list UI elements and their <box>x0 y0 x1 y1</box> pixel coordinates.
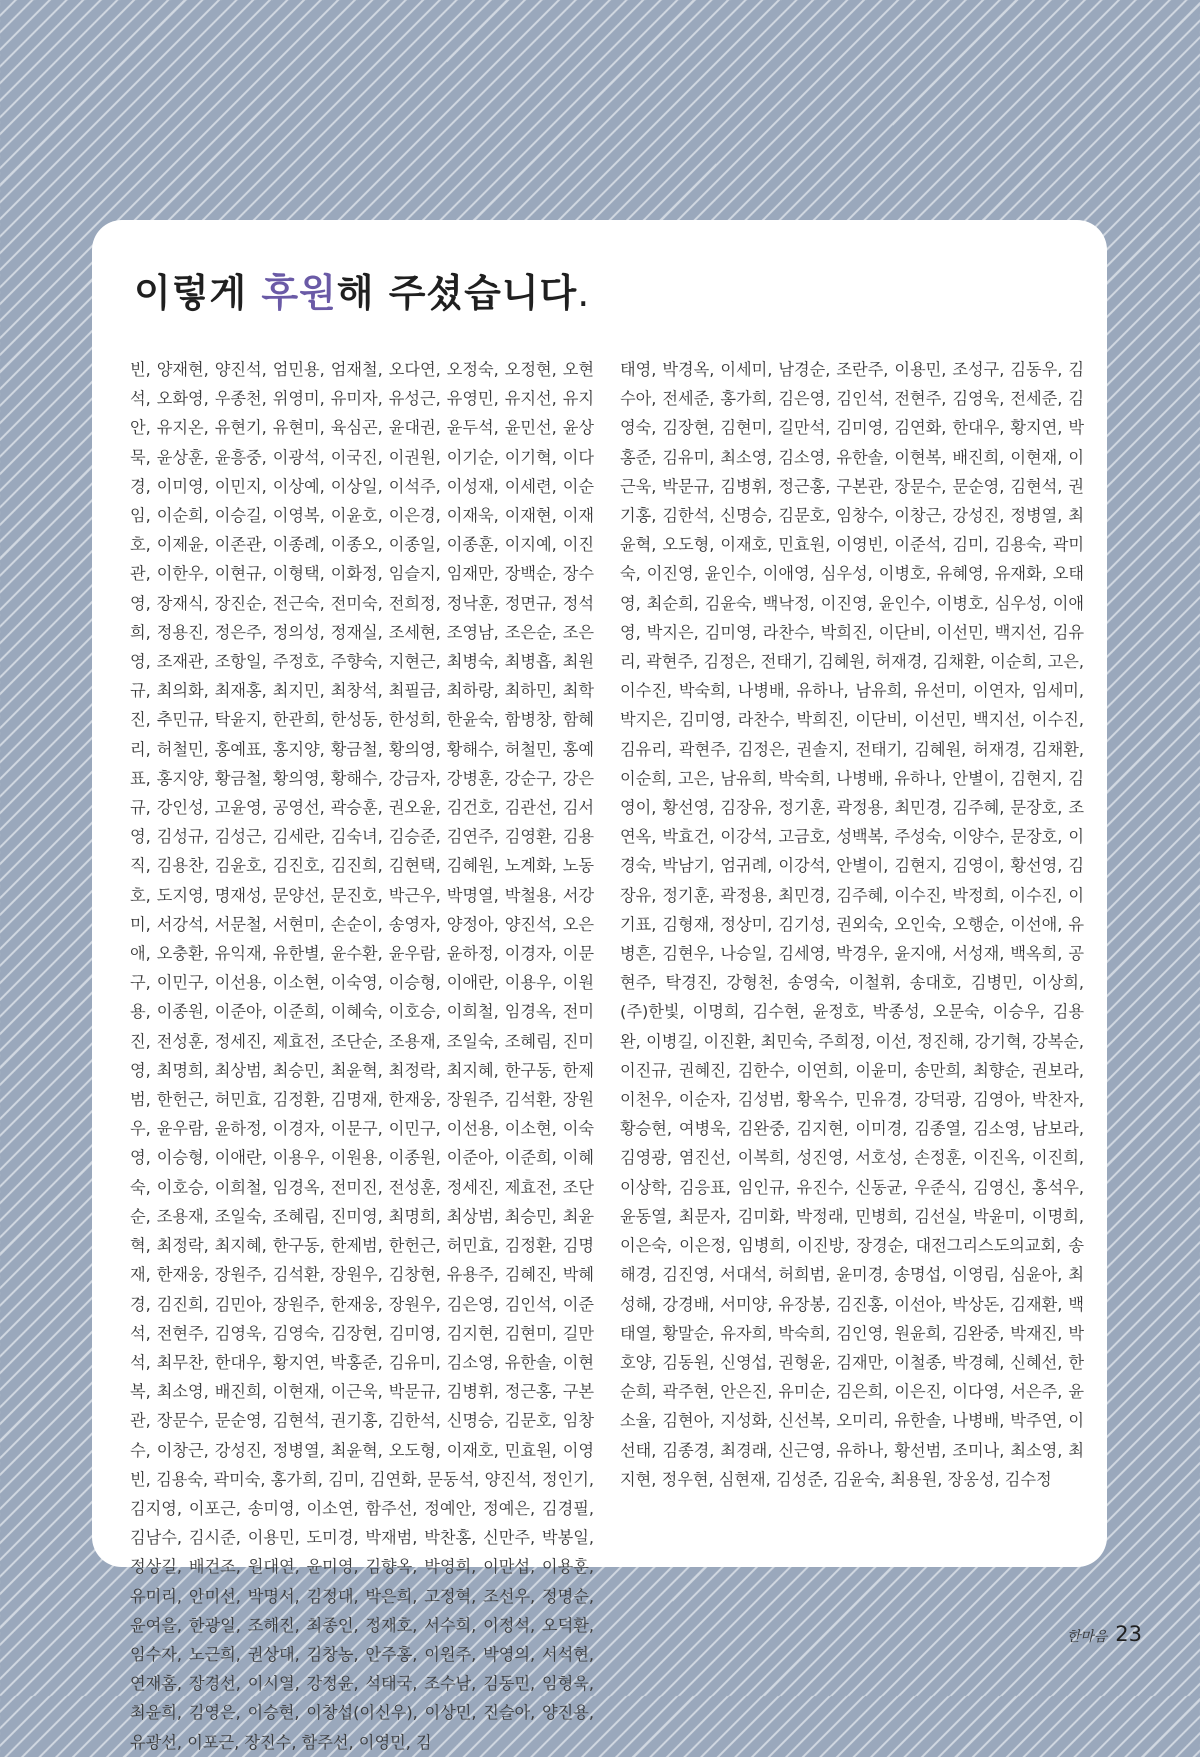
title-period: . <box>577 271 591 315</box>
title-accent-word: 후원 <box>261 271 337 315</box>
donor-list-left-column: 빈, 양재현, 양진석, 엄민용, 엄재철, 오다연, 오정숙, 오정현, 오현석, 오화영, 우종천, 위영미, 유미자, 유성근, 유영민, 유지선, 유지안, 유지온, 유현기, 유현미, 육심곤, 윤대권, 윤두석, 윤민선, 윤상묵, 윤상훈, 윤흥중, 이광석, 이국진, 이권원, 이기순, 이기혁, 이다경, 이미영, 이민지, 이상예, 이상일, 이석주, 이성재, 이세련, 이순임, 이순희, 이승길, 이영복, 이윤호, 이은경, 이재욱, 이재현, 이재호, 이제윤, 이존관, 이종례, 이종오, 이종일, 이종훈, 이지예, 이진관, 이한우, 이현규, 이형택, 이화정, 임슬지, 임재만, 장백순, 장수영, 장재식, 장진순, 전근숙, 전미숙, 전희정, 정낙훈, 정면규, 정석희, 정용진, 정은주, 정의성, 정재실, 조세현, 조영남, 조은순, 조은영, 조재관, 조항일, 주정호, 주향숙, 지현근, 최병숙, 최병흡, 최원규, 최의화, 최재홍, 최지민, 최창석, 최필금, 최하랑, 최하민, 최학진, 추민규, 탁윤지, 한관희, 한성동, 한성희, 한윤숙, 함병창, 함혜리, 허철민, 홍예표, 홍지양, 황금철, 황의영, 황해수, 허철민, 홍예표, 홍지양, 황금철, 황의영, 황해수, 강금자, 강병훈, 강순구, 강은규, 강인성, 고윤영, 공영선, 곽승훈, 권오윤, 김건호, 김관선, 김서영, 김성규, 김성근, 김세란, 김숙녀, 김승준, 김연주, 김영환, 김용직, 김용찬, 김윤호, 김진호, 김진희, 김현택, 김혜원, 노계화, 노동호, 도지영, 명재성, 문양선, 문진호, 박근우, 박명열, 박철용, 서강미, 서강석, 서문철, 서현미, 손순이, 송영자, 양정아, 양진석, 오은애, 오충환, 유익재, 유한별, 윤수환, 윤우람, 윤하정, 이경자, 이문구, 이민구, 이선용, 이소현, 이숙영, 이승형, 이애란, 이용우, 이원용, 이종원, 이준아, 이준희, 이혜숙, 이호승, 이희철, 임경옥, 전미진, 전성훈, 정세진, 제효전, 조단순, 조용재, 조일숙, 조혜림, 진미영, 최명희, 최상범, 최승민, 최윤혁, 최정락, 최지혜, 한구동, 한제범, 한헌근, 허민효, 김정환, 김명재, 한재웅, 장원주, 김석환, 장원우, 윤우람, 윤하정, 이경자, 이문구, 이민구, 이선용, 이소현, 이숙영, 이승형, 이애란, 이용우, 이원용, 이종원, 이준아, 이준희, 이혜숙, 이호승, 이희철, 임경옥, 전미진, 전성훈, 정세진, 제효전, 조단순, 조용재, 조일숙, 조혜림, 진미영, 최명희, 최상범, 최승민, 최윤혁, 최정락, 최지혜, 한구동, 한제범, 한헌근, 허민효, 김정환, 김명재, 한재웅, 장원주, 김석환, 장원우, 김창현, 유용주, 김혜진, 박혜경, 김진희, 김민아, 장원주, 한재웅, 장원우, 김은영, 김인석, 이준석, 전현주, 김영욱, 김영숙, 김장현, 김미영, 김지현, 김현미, 길만석, 최무찬, 한대우, 황지연, 박홍준, 김유미, 김소영, 유한솔, 이현복, 최소영, 배진희, 이현재, 이근욱, 박문규, 김병휘, 정근홍, 구본관, 장문수, 문순영, 김현석, 권기홍, 김한석, 신명승, 김문호, 임창수, 이창근, 강성진, 정병열, 최윤혁, 오도형, 이재호, 민효원, 이영빈, 김용숙, 곽미숙, 홍가희, 김미, 김연화, 문동석, 양진석, 정인기, 김지영, 이포근, 송미영, 이소연, 함주선, 정예안, 정예은, 김경필, 김남수, 김시준, 이용민, 도미경, 박재범, 박찬홍, 신만주, 박봉일, 정상길, 배건조, 원대연, 윤미영, 김향옥, 박영희, 이만섭, 이용훈, 유미리, 안미선, 박명서, 김정대, 박은희, 고정혁, 조선우, 정명순, 윤여을, 한광일, 조해진, 최종인, 정재호, 서수희, 이정석, 오덕환, 임수자, 노근희, 권상대, 김창농, 안주홍, 이원주, 박영의, 서석현, 연재홈, 장경선, 이시열, 강정윤, 석태국, 조수남, 김동민, 임형욱, 최윤희, 김영은, 이승현, 이창섭(이신우), 이상민, 진슬아, 양진용, 유광선, 이포근, 장진수, 함주선, 이영민, 김 <box>130 360 594 1752</box>
donor-list-right-column: 태영, 박경옥, 이세미, 남경순, 조란주, 이용민, 조성구, 김동우, 김수아, 전세준, 홍가희, 김은영, 김인석, 전현주, 김영욱, 전세준, 김영숙, 김장현, 김현미, 길만석, 김미영, 김연화, 한대우, 황지연, 박홍준, 김유미, 최소영, 김소영, 유한솔, 이현복, 배진희, 이현재, 이근욱, 박문규, 김병휘, 정근홍, 구본관, 장문수, 문순영, 김현석, 권기홍, 김한석, 신명승, 김문호, 임창수, 이창근, 강성진, 정병열, 최윤혁, 오도형, 이재호, 민효원, 이영빈, 이준석, 김미, 김용숙, 곽미숙, 이진영, 윤인수, 이애영, 심우성, 이병호, 유혜영, 유재화, 오태영, 최순희, 김윤숙, 백낙정, 이진영, 윤인수, 이병호, 심우성, 이애영, 박지은, 김미영, 라찬수, 박희진, 이단비, 이선민, 백지선, 김유리, 곽현주, 김정은, 전태기, 김혜원, 허재경, 김채환, 이순희, 고은, 이수진, 박숙희, 나병배, 유하나, 남유희, 유선미, 이연자, 임세미, 박지은, 김미영, 라찬수, 박희진, 이단비, 이선민, 백지선, 이수진, 김유리, 곽현주, 김정은, 권솔지, 전태기, 김혜원, 허재경, 김채환, 이순희, 고은, 남유희, 박숙희, 나병배, 유하나, 안별이, 김현지, 김영이, 황선영, 김장유, 정기훈, 곽정용, 최민경, 김주혜, 문장호, 조연옥, 박효건, 이강석, 고금호, 성백복, 주성숙, 이양수, 문장호, 이경숙, 박남기, 엄귀례, 이강석, 안별이, 김현지, 김영이, 황선영, 김장유, 정기훈, 곽정용, 최민경, 김주혜, 이수진, 박정희, 이수진, 이기표, 김형재, 정상미, 김기성, 권외숙, 오인숙, 오행순, 이선애, 유병흔, 김현우, 나승일, 김세영, 박경우, 윤지애, 서성재, 백옥희, 공현주, 탁경진, 강형천, 송영숙, 이철휘, 송대호, 김병민, 이상희, (주)한빛, 이명희, 김수현, 윤정호, 박종성, 오문숙, 이승우, 김용완, 이병길, 이진환, 최민숙, 주희정, 이선, 정진해, 강기혁, 강복순, 이진규, 권혜진, 김한수, 이연희, 이윤미, 송만희, 최향순, 권보라, 이천우, 이순자, 김성범, 황옥수, 민유경, 강덕광, 김영아, 박찬자, 황승현, 여병욱, 김완중, 김지현, 이미경, 김종열, 김소영, 남보라, 김영광, 염진선, 이복희, 성진영, 서호성, 손정훈, 이진옥, 이진희, 이상학, 김응표, 임인규, 유진수, 신동균, 우준식, 김영신, 홍석우, 윤동열, 최문자, 김미화, 박정래, 민병희, 김선실, 박윤미, 이명희, 이은숙, 이은정, 임병희, 이진방, 장경순, 대전그리스도의교회, 송해경, 김진영, 서대석, 허희범, 윤미경, 송명섭, 이영림, 심윤아, 최성해, 강경배, 서미양, 유장봉, 김진홍, 이선아, 박상돈, 김재환, 백태열, 황말순, 유자희, 박숙희, 김인영, 원윤희, 김완중, 박재진, 박호양, 김동원, 신영섭, 권형윤, 김재만, 이철종, 박경혜, 신혜선, 한순희, 곽주현, 안은진, 유미순, 김은희, 이은진, 이다영, 서은주, 윤소율, 김현아, 지성화, 신선복, 오미리, 유한솔, 나병배, 박주연, 이선태, 김종경, 최경래, 신근영, 유하나, 황선범, 조미나, 최소영, 최지현, 정우현, 심현재, 김성준, 김윤숙, 최용원, 장옹성, 김수정 <box>620 360 1084 1489</box>
page-title <box>134 262 590 317</box>
title-text-after: 해 주셨습니다 <box>336 271 578 315</box>
page-footer <box>1067 1622 1142 1646</box>
magazine-logo: 한마음 <box>1066 1629 1108 1645</box>
page-number: 23 <box>1115 1622 1142 1646</box>
title-text-before: 이렇게 <box>134 271 262 315</box>
